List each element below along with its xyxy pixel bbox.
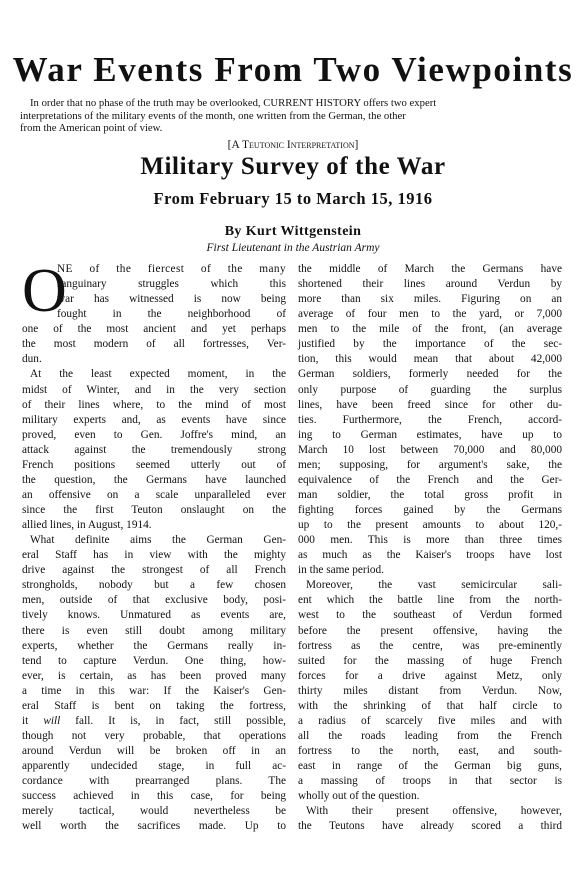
text-line: fighting forces gained by the Germans bbox=[298, 504, 562, 516]
text-line: the most modern of all fortresses, Ver- bbox=[22, 338, 286, 351]
text-line: though not very probable, that operations bbox=[22, 729, 286, 742]
text-line: strongholds, nobody but a few chosen bbox=[22, 579, 286, 592]
text-line: midst of Winter, and in the very section bbox=[22, 383, 286, 396]
right-column bbox=[298, 262, 562, 834]
text-line: fortress to the north, east, and south- bbox=[298, 745, 562, 757]
text-line: justified by the importance of the sec- bbox=[298, 338, 562, 351]
text-line: experts, whether the Germans really in- bbox=[22, 639, 286, 652]
text-line: tion, this would mean that about 42,000 bbox=[298, 353, 562, 366]
text-line: fortress as the centre, was pre-eminently bbox=[298, 639, 562, 652]
text-line: ent which the battle line from the north- bbox=[298, 594, 562, 607]
kicker-open: [A bbox=[227, 139, 243, 151]
text-line: proved, even to Gen. Joffre's mind, an bbox=[22, 428, 286, 441]
text-line: west to the southeast of Verdun formed bbox=[298, 609, 562, 622]
text-line: there is even still doubt among military bbox=[22, 624, 286, 637]
text-line: military experts and, as events have since bbox=[22, 413, 286, 426]
intro-note bbox=[20, 97, 566, 135]
intro-line: from the American point of view. bbox=[20, 122, 163, 135]
text-line: of their lines where, to the mind of most bbox=[22, 398, 286, 411]
text-line: allied lines, in August, 1914. bbox=[22, 519, 152, 532]
text-line: merely tactical, would nevertheless be bbox=[22, 805, 286, 818]
byline: By Kurt Wittgenstein bbox=[224, 224, 362, 239]
text-line: 000 men. This is more than three times bbox=[298, 534, 562, 547]
drop-cap: O bbox=[22, 257, 67, 325]
text-line: What definite aims the German Gen- bbox=[30, 534, 286, 547]
text-line: before the present offensive, having the bbox=[298, 624, 562, 637]
article-subtitle: From February 15 to March 15, 1916 bbox=[153, 189, 433, 208]
text-line: eral Staff has in view with the mighty bbox=[22, 549, 286, 562]
author-role: First Lieutenant in the Austrian Army bbox=[206, 242, 380, 254]
text-line: the middle of March the Germans have bbox=[298, 263, 562, 275]
text-line: wholly out of the question. bbox=[298, 790, 420, 803]
text-line: a massing of troops in that sector is bbox=[298, 775, 562, 788]
text-line: around Verdun will be broken off in an bbox=[22, 745, 286, 757]
text-line: eral Staff is bent on taking the fortress, bbox=[22, 699, 286, 712]
text-line: more than six miles. Figuring on an bbox=[298, 293, 562, 306]
article-title: Military Survey of the War bbox=[140, 153, 446, 180]
text-line: men to the mile of the front, (an average bbox=[298, 323, 562, 336]
text-line: well worth the sacrifices made. Up to bbox=[22, 820, 286, 833]
text-line: men, outside of that exclusive body, posi- bbox=[22, 594, 286, 607]
text-line: thirty miles distant from Verdun. Now, bbox=[298, 684, 562, 697]
text-line: sanguinary struggles which this bbox=[57, 278, 286, 291]
text-line: At the least expected moment, in the bbox=[30, 368, 286, 381]
text-line: man soldier, the total gross profit in bbox=[298, 488, 562, 501]
text-line: war has witnessed is now being bbox=[57, 293, 286, 306]
text-line: with the shrinking of that half circle to bbox=[298, 699, 562, 712]
text-line: since the first Teuton onslaught on the bbox=[22, 504, 286, 516]
kicker-text: Teutonic Interpretation bbox=[242, 139, 355, 151]
text-line: shortened their lines around Verdun by bbox=[298, 278, 562, 291]
text-line: Moreover, the vast semicircular sali- bbox=[306, 579, 562, 592]
text-line: ing to German estimates, have up to bbox=[298, 428, 562, 441]
text-line: March 10 lost between 70,000 and 80,000 bbox=[298, 443, 562, 456]
emphasis: will bbox=[43, 714, 61, 727]
article-kicker bbox=[0, 139, 586, 151]
page-title: War Events From Two Viewpoints bbox=[12, 50, 574, 89]
text-line: lines, have been freed since for other du- bbox=[298, 398, 562, 411]
text-line: all the roads leading from the French bbox=[298, 729, 562, 742]
text-line: one of the most ancient and yet perhaps bbox=[22, 323, 286, 336]
text-line: in the same period. bbox=[298, 564, 384, 577]
text-line: men; supposing, for argument's sake, the bbox=[298, 458, 562, 471]
intro-line: interpretations of the military events of the month, one written from the German, the other bbox=[20, 109, 406, 122]
text-line: cordance with prearranged plans. The bbox=[22, 775, 286, 788]
text-line: the Teutons have already scored a third bbox=[298, 820, 562, 833]
text-line: the question, the Germans have launched bbox=[22, 473, 286, 486]
text-line: attack against the tremendously strong bbox=[22, 443, 286, 456]
text-line: tively knows. Unmatured as events are, bbox=[22, 609, 286, 622]
text-line: forces for a drive against Metz, only bbox=[298, 669, 562, 682]
text-line: east in range of the German big guns, bbox=[298, 760, 562, 773]
text-line: German soldiers, formerly needed for the bbox=[298, 368, 562, 381]
intro-line: In order that no phase of the truth may be overlooked, CURRENT HISTORY offers two expert bbox=[30, 97, 437, 109]
text-line: dun. bbox=[22, 353, 42, 366]
text-line: drive against the strongest of all French bbox=[22, 564, 286, 577]
text-line: fought in the neighborhood of bbox=[57, 308, 286, 321]
text-line: suited for the massing of huge French bbox=[298, 654, 562, 667]
text-line: NE of the fiercest of the many bbox=[57, 263, 286, 275]
text-line: tend to capture Verdun. One thing, how- bbox=[22, 654, 286, 667]
text-line: ties. Furthermore, the French, accord- bbox=[298, 413, 562, 426]
text-line: French positions seemed utterly out of bbox=[22, 458, 286, 471]
text-line: up to the present amounts to about 120,- bbox=[298, 519, 562, 532]
text-line: ever, is certain, as has been proved many bbox=[22, 669, 286, 682]
text-line: a time in this war: If the Kaiser's Gen- bbox=[22, 684, 286, 697]
text-line: apparently undecided stage, in full ac- bbox=[22, 760, 286, 773]
text-line: as much as the Kaiser's troops have lost bbox=[298, 549, 562, 562]
left-column bbox=[22, 257, 286, 834]
kicker-close: ] bbox=[354, 139, 359, 151]
text-line: an offensive on a scale unparalleled ever bbox=[22, 488, 286, 501]
text-line: equivalence of the French and the Ger- bbox=[298, 473, 562, 486]
text-line: With their present offensive, however, bbox=[306, 805, 562, 818]
text-line: only purpose of guarding the surplus bbox=[298, 383, 562, 396]
text-line: it will fall. It is, in fact, still possible, bbox=[22, 714, 286, 727]
text-line: average of four men to the yard, or 7,000 bbox=[298, 308, 562, 321]
text-line: a radius of scarcely five miles and with bbox=[298, 714, 562, 727]
text-line: success achieved in this case, for being bbox=[22, 790, 286, 803]
